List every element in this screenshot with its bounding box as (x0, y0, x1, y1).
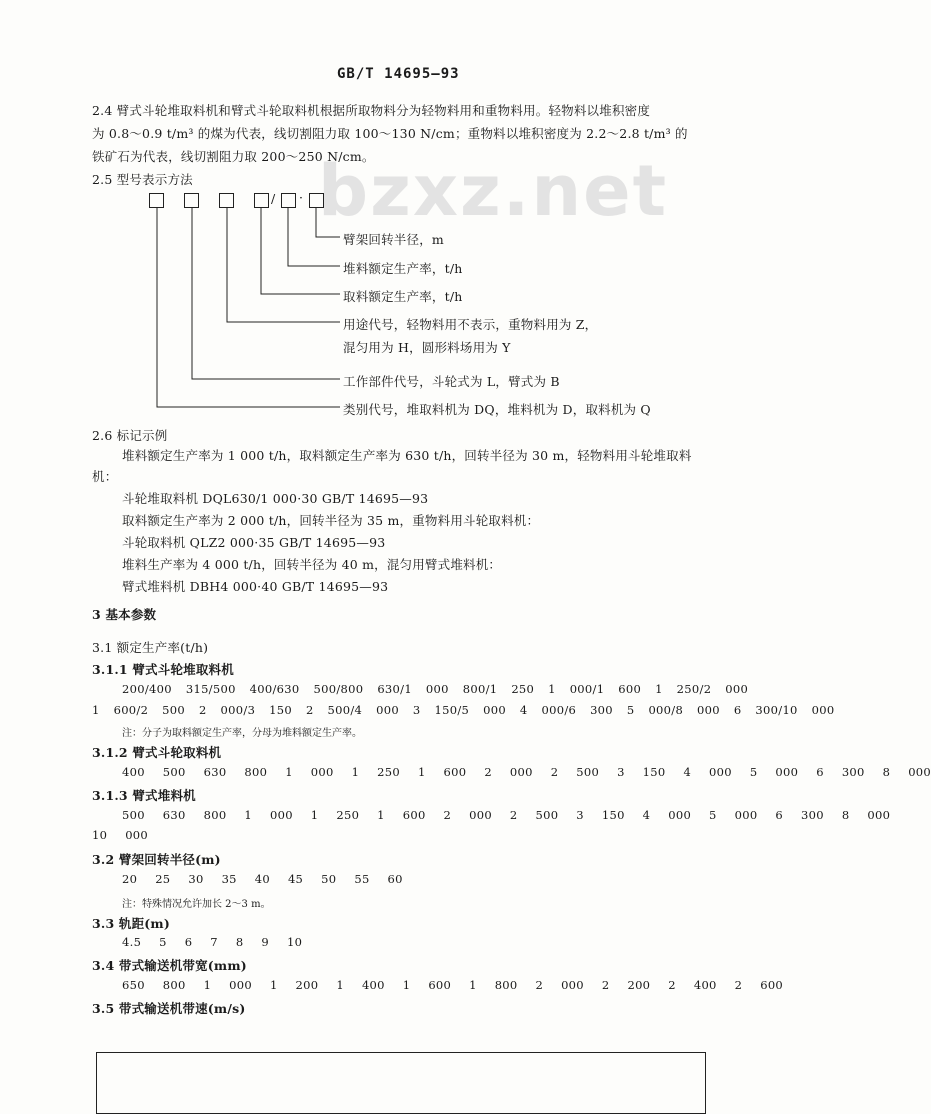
label-part: 工作部件代号，斗轮式为 L，臂式为 B (343, 374, 560, 389)
label-stack-rate: 堆料额定生产率，t/h (343, 261, 463, 276)
code-dot: · (299, 190, 304, 205)
s26-line5: 斗轮取料机 QLZ2 000·35 GB/T 14695—93 (122, 535, 386, 550)
s26-line4: 取料额定生产率为 2 000 t/h，回转半径为 35 m，重物料用斗轮取料机： (122, 513, 540, 528)
label-category: 类别代号，堆取料机为 DQ，堆料机为 D，取料机为 Q (343, 402, 651, 417)
s24-line2: 为 0.8～0.9 t/m³ 的煤为代表，线切割阻力取 100～130 N/cm；重物料以堆积密度为 2.2～2.8 t/m³ 的 (92, 126, 688, 141)
s26-line1: 堆料额定生产率为 1 000 t/h，取料额定生产率为 630 t/h，回转半径为 30 m，轻物料用斗轮堆取料 (122, 448, 692, 463)
watermark: bzxz.net (318, 150, 669, 232)
s26-line2: 机： (92, 469, 118, 484)
s26-line6: 堆料生产率为 4 000 t/h，回转半径为 40 m，混匀用臂式堆料机： (122, 557, 502, 572)
s25-title: 2.5 型号表示方法 (92, 172, 193, 187)
s32-row: 20 25 30 35 40 45 50 55 60 (122, 872, 403, 886)
label-reclaim-rate: 取料额定生产率，t/h (343, 289, 463, 304)
code-box-radius (309, 193, 324, 208)
code-box-reclaim-rate (254, 193, 269, 208)
s33-title: 3.3 轨距(m) (92, 916, 170, 931)
s24-line3: 铁矿石为代表，线切割阻力取 200～250 N/cm。 (92, 149, 375, 164)
label-usage-line1: 用途代号，轻物料用不表示，重物料用为 Z， (343, 317, 598, 332)
s313-title: 3.1.3 臂式堆料机 (92, 788, 196, 803)
s311-note: 注：分子为取料额定生产率，分母为堆料额定生产率。 (122, 728, 362, 739)
label-usage-line2: 混匀用为 H，圆形料场用为 Y (343, 340, 511, 355)
code-box-category (149, 193, 164, 208)
label-radius: 臂架回转半径，m (343, 232, 444, 247)
s313-row1: 500 630 800 1 000 1 250 1 600 2 000 2 500 3 150 4 000 5 000 6 300 8 000 (122, 808, 891, 822)
page-header: GB/T 14695—93 (337, 66, 460, 82)
s35-title: 3.5 带式输送机带速(m/s) (92, 1001, 246, 1016)
s31-title: 3.1 额定生产率(t/h) (92, 640, 209, 655)
s34-title: 3.4 带式输送机带宽(mm) (92, 958, 247, 973)
s33-row: 4.5 5 6 7 8 9 10 (122, 935, 303, 949)
page-footer-frame (96, 1052, 706, 1114)
s312-row1: 400 500 630 800 1 000 1 250 1 600 2 000 2 500 3 150 4 000 5 000 6 300 8 000 (122, 765, 931, 779)
code-slash: / (271, 191, 276, 206)
s24-line1: 2.4 臂式斗轮堆取料机和臂式斗轮取料机根据所取物料分为轻物料用和重物料用。轻物料以堆积密度 (92, 103, 651, 118)
s311-title: 3.1.1 臂式斗轮堆取料机 (92, 662, 234, 677)
s32-note: 注：特殊情况允许加长 2～3 m。 (122, 899, 271, 910)
s26-title: 2.6 标记示例 (92, 428, 168, 443)
s311-row2: 1 600/2 500 2 000/3 150 2 500/4 000 3 150/5 000 4 000/6 300 5 000/8 000 6 300/10 000 (92, 703, 835, 717)
s32-title: 3.2 臂架回转半径(m) (92, 852, 221, 867)
s34-row: 650 800 1 000 1 200 1 400 1 600 1 800 2 000 2 200 2 400 2 600 (122, 978, 784, 992)
code-box-stack-rate (281, 193, 296, 208)
s312-title: 3.1.2 臂式斗轮取料机 (92, 745, 222, 760)
code-box-usage (219, 193, 234, 208)
s26-line3: 斗轮堆取料机 DQL630/1 000·30 GB/T 14695—93 (122, 491, 429, 506)
code-box-part (184, 193, 199, 208)
s3-title: 3 基本参数 (92, 607, 157, 622)
s311-row1: 200/400 315/500 400/630 500/800 630/1 000 800/1 250 1 000/1 600 1 250/2 000 (122, 682, 749, 696)
s26-line7: 臂式堆料机 DBH4 000·40 GB/T 14695—93 (122, 579, 389, 594)
s313-row2: 10 000 (92, 828, 149, 842)
